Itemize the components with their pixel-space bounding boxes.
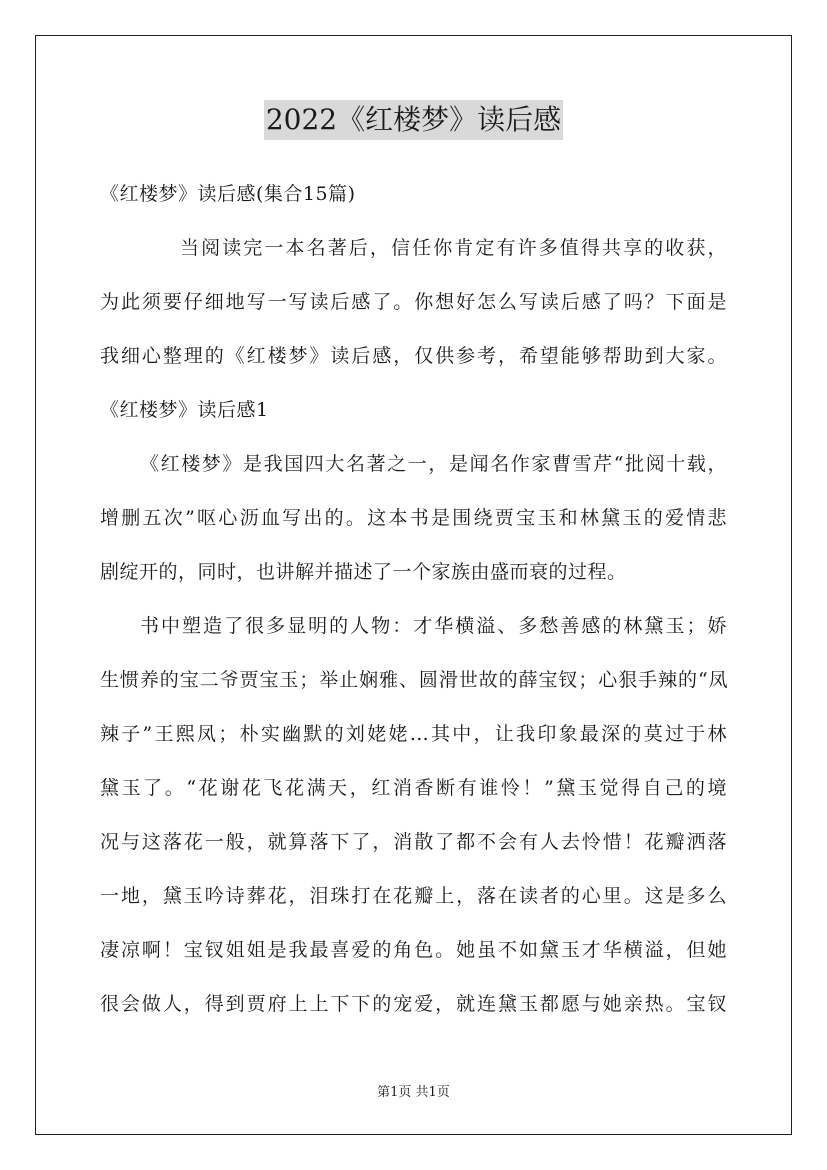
paragraph2-line-7: 凄凉啊！宝钗姐姐是我最喜爱的角色。她虽不如黛玉才华横溢，但她 — [100, 939, 727, 961]
page-footer: 第1页 共1页 — [377, 1085, 450, 1100]
paragraph1-line-3: 剧绽开的，同时，也讲解并描述了一个家族由盛而衰的过程。 — [100, 561, 627, 583]
paragraph2-line-8: 很会做人，得到贾府上上下下的宠爱，就连黛玉都愿与她亲热。宝钗 — [100, 993, 727, 1015]
paragraph1-line-2: 增删五次”呕心沥血写出的。这本书是围绕贾宝玉和林黛玉的爱情悲 — [100, 507, 727, 529]
section-heading: 《红楼梦》读后感1 — [100, 399, 269, 421]
document-title: 2022《红楼梦》读后感 — [264, 100, 563, 140]
paragraph2-line-3: 辣子”王熙凤；朴实幽默的刘姥姥…其中，让我印象最深的莫过于林 — [100, 723, 727, 745]
paragraph2-line-1: 书中塑造了很多显明的人物：才华横溢、多愁善感的林黛玉；娇 — [140, 615, 727, 637]
paragraph2-line-5: 况与这落花一般，就算落下了，消散了都不会有人去怜惜！花瓣洒落 — [100, 831, 727, 853]
intro-line-3: 我细心整理的《红楼梦》读后感，仅供参考，希望能够帮助到大家。 — [100, 345, 727, 367]
document-subtitle: 《红楼梦》读后感(集合15篇) — [100, 183, 356, 205]
title-container — [0, 100, 827, 140]
paragraph2-line-4: 黛玉了。“花谢花飞花满天，红消香断有谁怜！”黛玉觉得自己的境 — [100, 777, 727, 799]
paragraph1-line-1: 《红楼梦》是我国四大名著之一，是闻名作家曹雪芹“批阅十载， — [140, 453, 727, 475]
paragraph2-line-6: 一地，黛玉吟诗葬花，泪珠打在花瓣上，落在读者的心里。这是多么 — [100, 885, 727, 907]
intro-line-1: 当阅读完一本名著后，信任你肯定有许多值得共享的收获， — [180, 237, 727, 259]
intro-line-2: 为此须要仔细地写一写读后感了。你想好怎么写读后感了吗？下面是 — [100, 291, 727, 313]
paragraph2-line-2: 生惯养的宝二爷贾宝玉；举止娴雅、圆滑世故的薛宝钗；心狠手辣的“凤 — [100, 669, 727, 691]
